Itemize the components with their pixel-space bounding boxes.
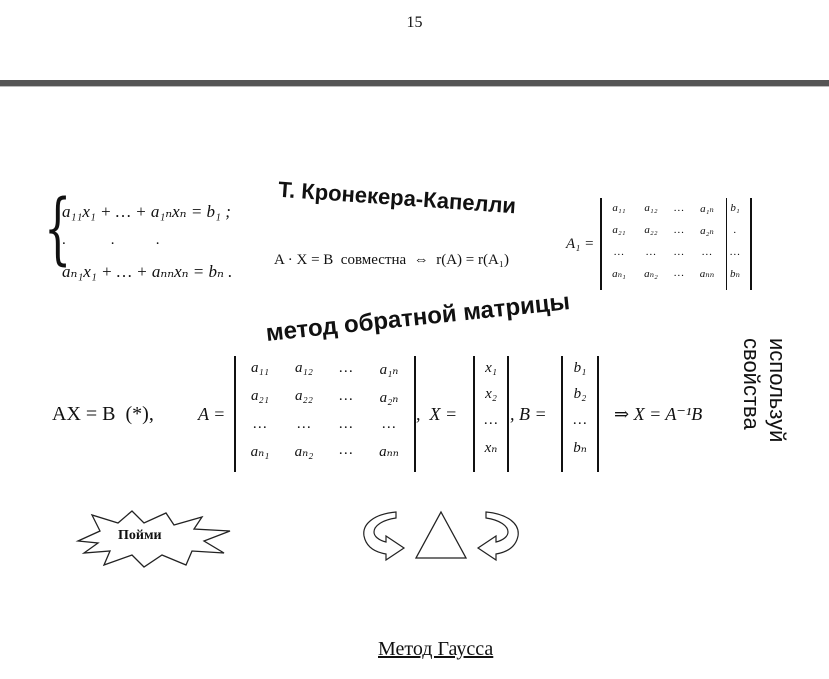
constants-vector-cell: bₙ xyxy=(573,440,587,456)
augmented-matrix-cell: … xyxy=(674,267,684,279)
cycle-arrows-triangle-icon xyxy=(356,506,526,566)
coefficient-matrix-cell: … xyxy=(339,388,353,404)
coefficient-matrix-cell: aₙ₁ xyxy=(250,444,270,460)
augmented-matrix-cell: a₁ₙ xyxy=(700,203,714,215)
right-curved-arrow-icon xyxy=(478,512,518,560)
coefficient-matrix-cell: a₂ₙ xyxy=(379,390,399,406)
augmented-matrix-cell: . xyxy=(733,224,737,236)
augmented-matrix-cell: … xyxy=(730,246,740,258)
kronecker-criterion xyxy=(274,252,509,269)
constants-vector-grid xyxy=(568,360,592,457)
inverse-method-title: метод обратной матрицы xyxy=(264,288,572,347)
matrix-equation: AX = B (*), xyxy=(52,403,154,425)
system-brace: { xyxy=(44,184,72,274)
system-eq-last: aₙ₁x₁ + … + aₙₙxₙ = bₙ . xyxy=(62,262,233,281)
augmented-matrix-cell: aₙ₂ xyxy=(644,268,658,280)
augmented-matrix-label: A₁ = xyxy=(566,236,595,252)
understand-burst-label[interactable]: Пойми xyxy=(118,528,162,543)
coefficient-matrix-cell: aₙ₂ xyxy=(294,444,314,460)
augmented-matrix-cell: … xyxy=(646,246,656,258)
coefficient-matrix-cell: … xyxy=(339,416,353,432)
unknowns-vector-cell: x₂ xyxy=(485,386,497,402)
coefficient-matrix-cell: aₙₙ xyxy=(379,444,399,460)
page-number: 15 xyxy=(406,14,423,31)
augmented-matrix xyxy=(600,198,752,290)
augmented-matrix-cell: b₁ xyxy=(730,202,740,214)
constants-vector xyxy=(561,356,599,472)
coefficient-matrix-cell: a₁ₙ xyxy=(379,362,399,378)
augmented-matrix-cell: a₂₁ xyxy=(612,224,626,236)
augmented-matrix-cell: bₙ xyxy=(730,268,740,280)
augmented-matrix-cell: … xyxy=(614,246,624,258)
coefficient-matrix-cell: a₂₂ xyxy=(295,388,313,404)
coefficient-matrix-cell: … xyxy=(297,416,311,432)
coefficient-matrix-cell: … xyxy=(253,416,267,432)
system-eq-first: a₁₁x₁ + … + a₁ₙxₙ = b₁ ; xyxy=(62,202,231,221)
coefficient-matrix-cell: a₁₂ xyxy=(295,360,313,376)
criterion-right: r(A) = r(A₁) xyxy=(436,252,510,268)
triangle-icon xyxy=(416,512,466,558)
unknowns-vector-cell: x₁ xyxy=(485,360,497,376)
criterion-word: совместна xyxy=(340,252,407,268)
augmented-matrix-cell: … xyxy=(674,224,684,236)
unknowns-vector-cell: xₙ xyxy=(484,440,498,456)
coefficient-matrix-cell: … xyxy=(382,416,396,432)
coefficient-matrix-cell: … xyxy=(339,442,353,458)
constants-vector-cell: … xyxy=(573,412,587,428)
coefficient-matrix-cell: a₂₁ xyxy=(251,388,269,404)
coefficient-matrix-grid xyxy=(244,360,406,461)
coefficient-matrix-cell: … xyxy=(339,360,353,376)
vector-x-label: , X = xyxy=(416,404,458,424)
augmented-matrix-cell: a₂₂ xyxy=(644,224,658,236)
vector-b-label: , B = xyxy=(510,404,547,424)
augmented-matrix-cell: aₙ₁ xyxy=(612,268,626,280)
unknowns-vector-cell: … xyxy=(484,412,498,428)
kronecker-title: Т. Кронекера-Капелли xyxy=(277,176,517,219)
solution-formula: ⇒ X = A⁻¹B xyxy=(614,404,703,424)
augmented-matrix-cell: a₁₁ xyxy=(612,202,626,214)
unknowns-vector xyxy=(473,356,509,472)
coefficient-matrix-cell: a₁₁ xyxy=(251,360,269,376)
augmented-matrix-cell: a₁₂ xyxy=(644,202,658,214)
use-properties-label: используй свойства xyxy=(739,338,790,443)
augmented-matrix-cell: … xyxy=(674,202,684,214)
system-eq-dots: . . . xyxy=(62,232,160,248)
augmented-matrix-cell: aₙₙ xyxy=(699,268,715,280)
augmented-matrix-cell: … xyxy=(674,246,684,258)
constants-vector-cell: b₁ xyxy=(573,360,587,376)
augmented-matrix-cell: a₂ₙ xyxy=(700,225,714,237)
constants-vector-cell: b₂ xyxy=(573,386,587,402)
coefficient-matrix xyxy=(234,356,416,472)
gauss-method-link[interactable]: Метод Гаусса xyxy=(378,638,494,660)
augmented-matrix-cell: … xyxy=(702,246,712,258)
augmented-matrix-grid xyxy=(608,202,742,280)
unknowns-vector-grid xyxy=(479,360,503,457)
left-curved-arrow-icon xyxy=(364,512,404,560)
matrix-a-label: A = xyxy=(198,404,226,424)
criterion-left: A · X = B xyxy=(274,252,334,268)
equivalence-arrow: ⇔ xyxy=(413,252,429,268)
header-divider-shadow xyxy=(0,86,829,87)
